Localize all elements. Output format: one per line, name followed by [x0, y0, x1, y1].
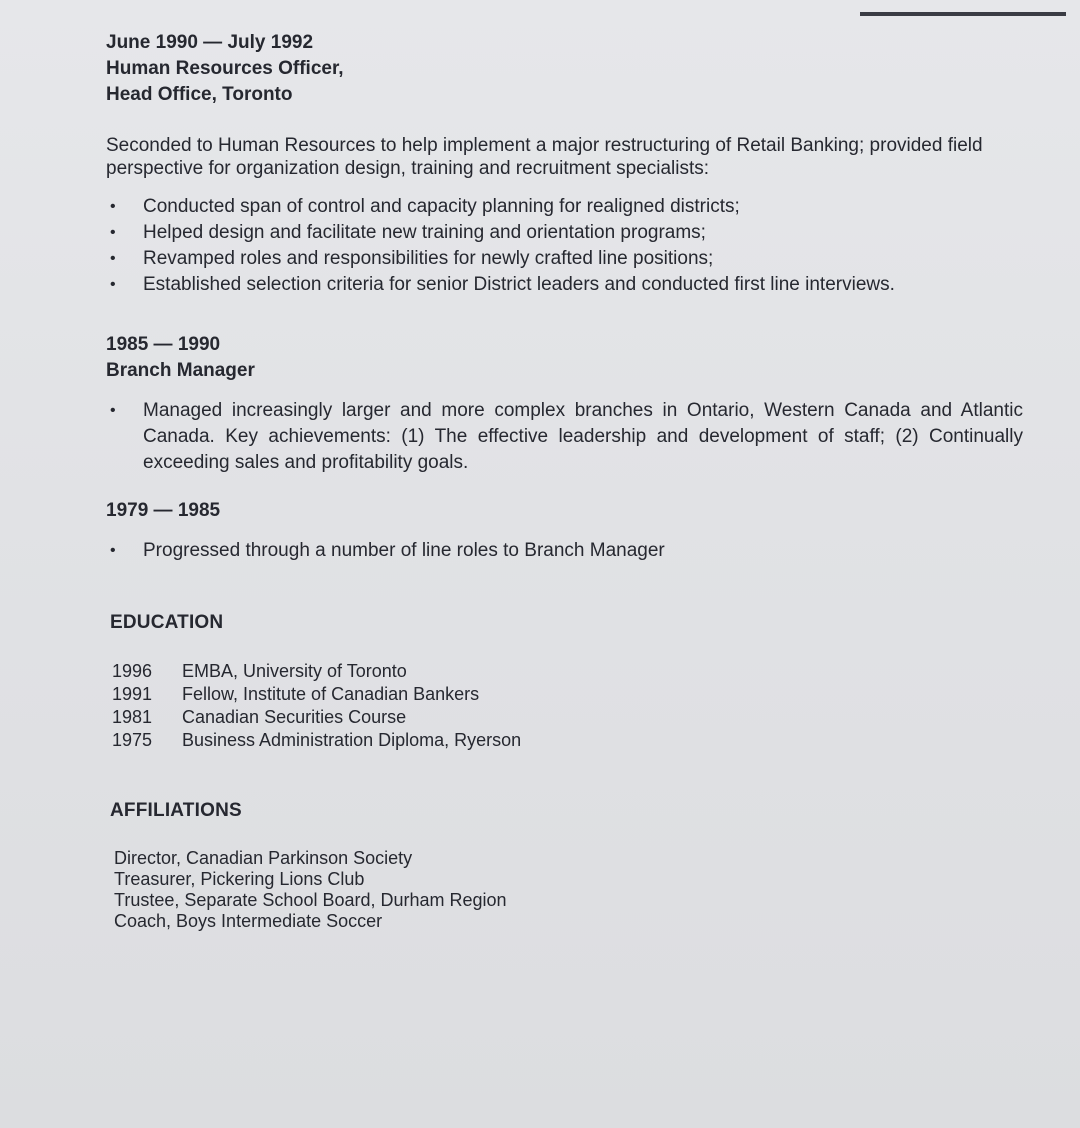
list-item: Director, Canadian Parkinson Society [114, 848, 413, 868]
list-item: • Helped design and facilitate new training and orientation programs; [106, 220, 1056, 246]
job-location: Head Office, Toronto [106, 84, 293, 105]
top-rule [860, 12, 1066, 16]
job-summary: Seconded to Human Resources to help implement a major restructuring of Retail Banking; provided field perspective for organization design, training and recruitment specialists: [106, 135, 983, 179]
education-heading: EDUCATION [110, 612, 224, 633]
list-item: • Progressed through a number of line roles to Branch Manager [106, 538, 1056, 564]
education-detail: Fellow, Institute of Canadian Bankers [182, 684, 480, 704]
table-row [112, 706, 521, 729]
job-dates: 1985 — 1990 [106, 334, 221, 355]
table-row [112, 660, 521, 683]
table-row [112, 729, 521, 752]
list-item: Treasurer, Pickering Lions Club [114, 869, 365, 889]
list-item: • Revamped roles and responsibilities for newly crafted line positions; [106, 246, 1056, 272]
education-year: 1981 [112, 707, 153, 727]
job-dates: 1979 — 1985 [106, 500, 221, 521]
list-item: • Managed increasingly larger and more complex branches in Ontario, Western Canada and Atlantic Canada. Key achievements: (1) The effective leadership and development of staff; (2) Continually exceeding sales and profitability goals. [106, 398, 1023, 476]
job-title: Branch Manager [106, 360, 255, 381]
job-header-branch-manager [106, 332, 1056, 384]
affiliations-heading: AFFILIATIONS [110, 800, 242, 821]
table-row [112, 683, 521, 706]
list-item: Trustee, Separate School Board, Durham Region [114, 890, 507, 910]
education-detail: EMBA, University of Toronto [182, 661, 407, 681]
list-item: • Conducted span of control and capacity planning for realigned districts; [106, 194, 1056, 220]
job-title: Human Resources Officer, [106, 58, 344, 79]
job-bullet-list [106, 398, 1056, 476]
job-header-line-roles [106, 498, 1056, 524]
resume-page [106, 30, 1056, 932]
affiliations-list [114, 848, 1056, 932]
job-bullet-list [106, 194, 1056, 298]
education-table [112, 660, 521, 752]
job-dates: June 1990 — July 1992 [106, 32, 314, 53]
education-year: 1996 [112, 661, 153, 681]
list-item: Coach, Boys Intermediate Soccer [114, 911, 383, 931]
education-year: 1975 [112, 730, 153, 750]
job-header-hr-officer [106, 30, 1056, 108]
education-detail: Business Administration Diploma, Ryerson [182, 730, 522, 750]
list-item: • Established selection criteria for senior District leaders and conducted first line interviews. [106, 272, 1056, 298]
job-bullet-list [106, 538, 1056, 564]
education-year: 1991 [112, 684, 153, 704]
education-detail: Canadian Securities Course [182, 707, 407, 727]
